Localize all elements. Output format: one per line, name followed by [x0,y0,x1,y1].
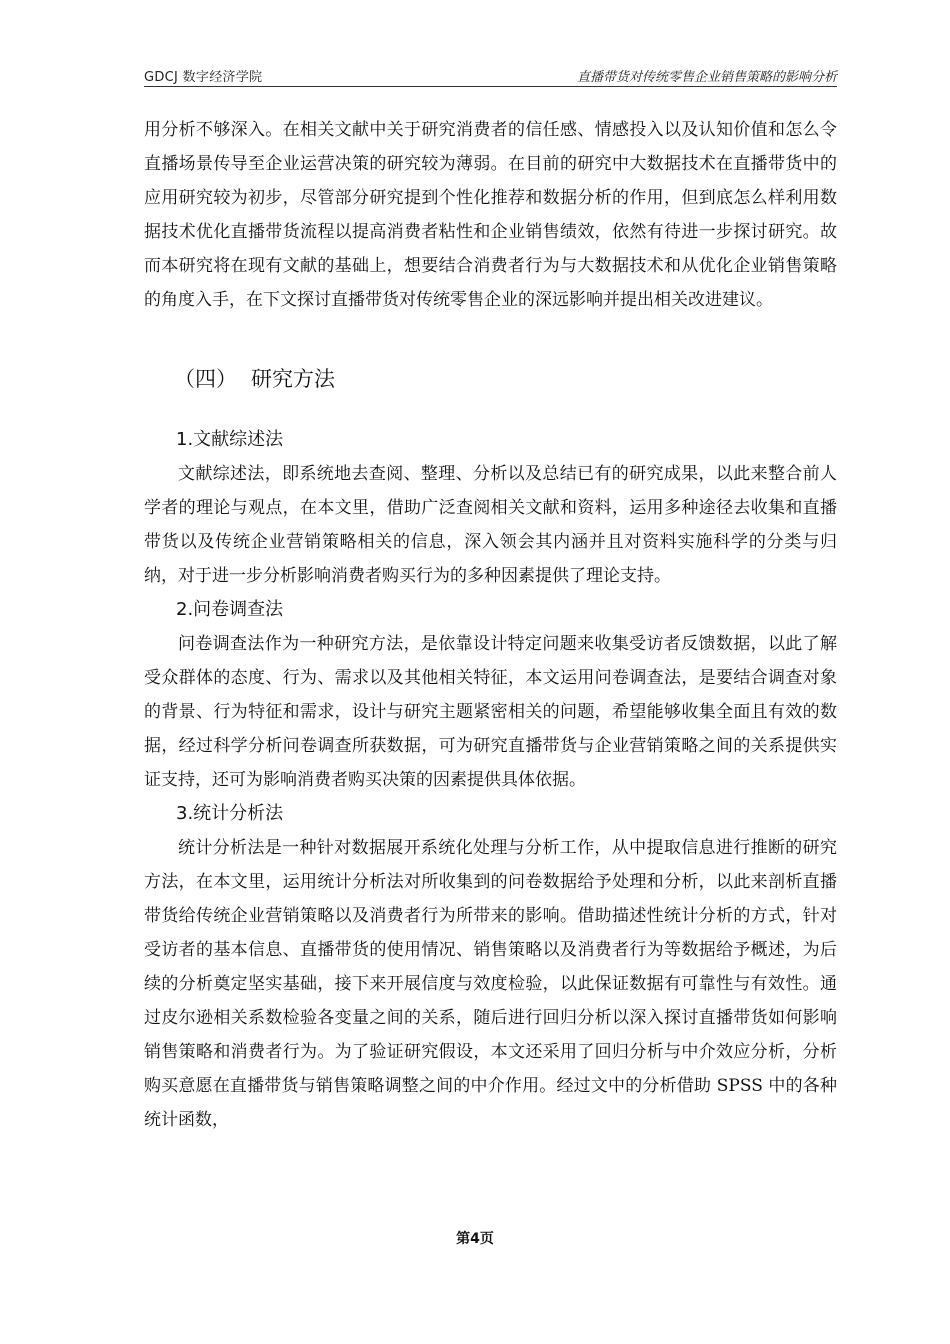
method-heading-literature-review: 1.文献综述法 [176,429,284,450]
header-divider [144,86,837,87]
page-body [144,113,837,1137]
header-institution: GDCJ 数字经济学院 [144,70,263,85]
section-heading [174,359,837,399]
method-paragraph-questionnaire: 问卷调查法作为一种研究方法，是依靠设计特定问题来收集受访者反馈数据，以此了解受众群体的态度、行为、需求以及其他相关特征，本文运用问卷调查法，是要结合调查对象的背景、行为特征和需求，设计与研究主题紧密相关的问题，希望能够收集全面且有效的数据，经过科学分析问卷调查所获数据，可为研究直播带货与企业营销策略之间的关系提供实证支持，还可为影响消费者购买决策的因素提供具体依据。 [144,634,837,790]
section-title: 研究方法 [251,367,335,391]
running-header [144,66,837,86]
page-number: 第4页 [456,1231,494,1247]
header-paper-title: 直播带货对传统零售企业销售策略的影响分析 [576,70,837,85]
intro-paragraph: 用分析不够深入。在相关文献中关于研究消费者的信任感、情感投入以及认知价值和怎么令直播场景传导至企业运营决策的研究较为薄弱。在目前的研究中大数据技术在直播带货中的应用研究较为初步，尽管部分研究提到个性化推荐和数据分析的作用，但到底怎么样利用数据技术优化直播带货流程以提高消费者粘性和企业销售绩效，依然有待进一步探讨研究。故而本研究将在现有文献的基础上，想要结合消费者行为与大数据技术和从优化企业销售策略的角度入手，在下文探讨直播带货对传统零售企业的深远影响并提出相关改进建议。 [144,120,837,310]
section-number: （四） [174,367,237,391]
method-heading-questionnaire: 2.问卷调查法 [176,599,284,620]
method-heading-statistical-analysis: 3.统计分析法 [176,803,284,824]
method-paragraph-statistical-analysis: 统计分析法是一种针对数据展开系统化处理与分析工作，从中提取信息进行推断的研究方法，在本文里，运用统计分析法对所收集到的问卷数据给予处理和分析，以此来剖析直播带货给传统企业营销策略以及消费者行为所带来的影响。借助描述性统计分析的方式，针对受访者的基本信息、直播带货的使用情况、销售策略以及消费者行为等数据给予概述，为后续的分析奠定坚实基础，接下来开展信度与效度检验，以此保证数据有可靠性与有效性。通过皮尔逊相关系数检验各变量之间的关系，随后进行回归分析以深入探讨直播带货如何影响销售策略和消费者行为。为了验证研究假设，本文还采用了回归分析与中介效应分析，分析购买意愿在直播带货与销售策略调整之间的中介作用。经过文中的分析借助 SPSS 中的各种统计函数， [144,838,837,1130]
method-paragraph-literature-review: 文献综述法，即系统地去查阅、整理、分析以及总结已有的研究成果，以此来整合前人学者的理论与观点，在本文里，借助广泛查阅相关文献和资料，运用多种途径去收集和直播带货以及传统企业营销策略相关的信息，深入领会其内涵并且对资料实施科学的分类与归纳，对于进一步分析影响消费者购买行为的多种因素提供了理论支持。 [144,464,837,586]
